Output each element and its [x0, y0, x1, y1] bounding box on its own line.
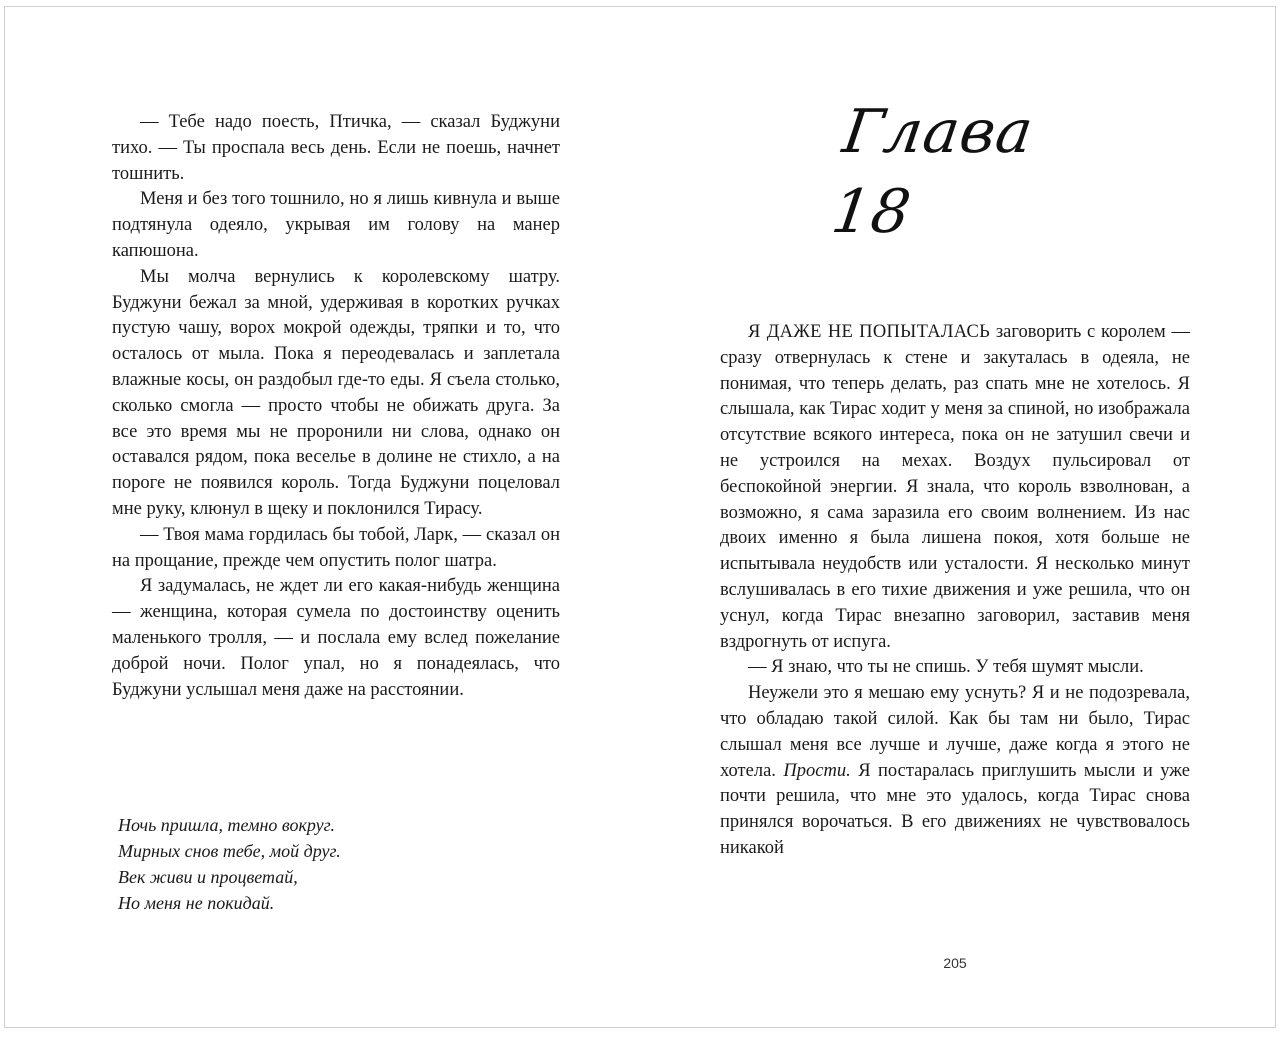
opening-rest: заговорить с королем — сразу отвернулась к стене и закуталась в одеяла, не понимая, что теперь делать, раз спать мне не хотелось. Я слышала, как Тирас ходит у меня за спиной, но изображала отсутствие всякого интереса, пока он не затушил свечи и не устроился на мехах. Воздух пульсировал от беспокойной энергии. Я знала, что король взволнован, а возможно, я сама заразила его своим волнением. Из нас двоих именно я была лишена покоя, хотя больше не испытывала неудобств или усталости. Я несколько минут вслушивалась в его тихие движения и уже решила, что он уснул, когда Тирас внезапно заговорил, заставив меня вздрогнуть от испуга.	[720, 322, 1191, 652]
poem-line: Мирных снов тебе, мой друг.	[118, 841, 341, 861]
paragraph: — Твоя мама гордилась бы тобой, Ларк, — сказал он на прощание, прежде чем опустить полог шатра.	[112, 524, 560, 571]
paragraph: Мы молча вернулись к королевскому шатру. Буджуни бежал за мной, удерживая в коротких ручках пустую чашу, ворох мокрой одежды, тряпки и то, что осталось от мыла. Пока я переодевалась и заплетала влажные косы, он раздобыл где-то еды. Я съела столько, сколько смогла — просто чтобы не обижать друга. За все это время мы не проронили ни слова, однако он оставался рядом, пока веселье в долине не стихло, а на пороге не появился король. Тогда Буджуни поцеловал мне руку, клюнул в щеку и поклонился Тирасу.	[112, 266, 560, 519]
right-page-text	[720, 320, 1190, 862]
poem-line: Ночь пришла, темно вокруг.	[118, 815, 335, 835]
page-number: 205	[943, 955, 967, 971]
dialogue-paragraph: — Я знаю, что ты не спишь. У тебя шумят мысли.	[748, 657, 1144, 678]
italic-word: Прости.	[783, 760, 851, 781]
poem-line: Но меня не покидай.	[118, 893, 275, 913]
closing-text-end: Я постаралась приглушить мысли и уже почти решила, что мне это удалось, когда Тирас снова принялся ворочаться. В его движениях не чувствовалось никакой	[720, 760, 1190, 858]
paragraph: Меня и без того тошнило, но я лишь кивнула и выше подтянула одеяло, укрывая им голову на манер капюшона.	[112, 189, 560, 261]
left-page-text	[112, 110, 560, 703]
opening-paragraph	[720, 320, 1190, 655]
poem	[118, 812, 341, 916]
paragraph: Я задумалась, не ждет ли его какая-нибудь женщина — женщина, которая сумела по достоинству оценить маленького тролля, — и послала ему вслед пожелание доброй ночи. Полог упал, но я понадеялась, что Буджуни услышал меня даже на расстоянии.	[112, 576, 560, 700]
closing-text-start: Неужели это я мешаю ему уснуть? Я и не подозревала, что обладаю такой силой. Как бы там ни было, Тирас слышал меня все лучше и лучше, даже когда я этого не хотела.	[720, 683, 1190, 781]
paragraph: — Тебе надо поесть, Птичка, — сказал Буджуни тихо. — Ты проспала весь день. Если не поешь, начнет тошнить.	[112, 112, 560, 184]
opening-caps: Я ДАЖЕ НЕ ПОПЫТАЛАСЬ	[748, 322, 991, 342]
poem-line: Век живи и процветай,	[118, 867, 298, 887]
chapter-title: Глава 18	[827, 97, 1038, 247]
closing-paragraph	[720, 681, 1190, 862]
